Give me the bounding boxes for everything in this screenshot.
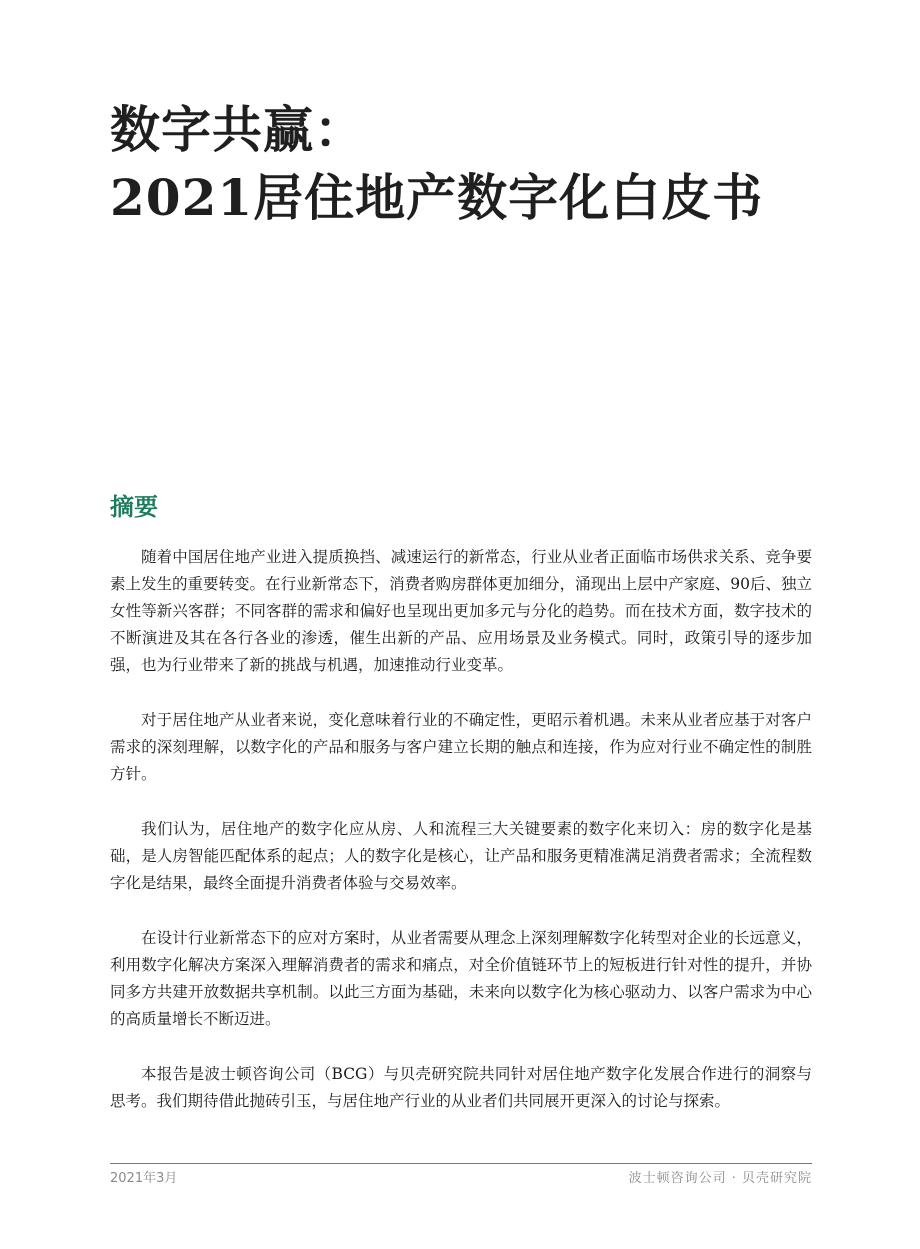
abstract-paragraph-4: 在设计行业新常态下的应对方案时，从业者需要从理念上深刻理解数字化转型对企业的长远意义，利用数字化解决方案深入理解消费者的需求和痛点，对全价值链环节上的短板进行针对性的提升，并协同多方共建开放数据共享机制。以此三方面为基础，未来向以数字化为核心驱动力、以客户需求为中心的高质量增长不断迈进。 <box>110 929 812 1028</box>
abstract-paragraph-3: 我们认为，居住地产的数字化应从房、人和流程三大关键要素的数字化来切入：房的数字化是基础，是人房智能匹配体系的起点；人的数字化是核心，让产品和服务更精准满足消费者需求；全流程数字化是结果，最终全面提升消费者体验与交易效率。 <box>110 820 812 892</box>
report-title-line-1: 数字共赢： <box>110 100 365 159</box>
footer-divider <box>110 1163 812 1164</box>
abstract-section <box>110 490 812 1143</box>
report-title-line-2: 2021居住地产数字化白皮书 <box>110 168 764 227</box>
page-footer <box>110 1169 812 1189</box>
abstract-paragraph-5: 本报告是波士顿咨询公司（BCG）与贝壳研究院共同针对居住地产数字化发展合作进行的洞察与思考。我们期待借此抛砖引玉，与居住地产行业的从业者们共同展开更深入的讨论与探索。 <box>110 1065 812 1110</box>
abstract-paragraph-2: 对于居住地产从业者来说，变化意味着行业的不确定性，更昭示着机遇。未来从业者应基于对客户需求的深刻理解，以数字化的产品和服务与客户建立长期的触点和连接，作为应对行业不确定性的制胜方针。 <box>110 711 812 783</box>
footer-organizations: 波士顿咨询公司 · 贝壳研究院 <box>628 1171 812 1186</box>
footer-date: 2021年3月 <box>110 1171 178 1186</box>
abstract-heading: 摘要 <box>110 492 158 521</box>
report-title <box>110 96 830 232</box>
abstract-paragraph-1: 随着中国居住地产业进入提质换挡、减速运行的新常态，行业从业者正面临市场供求关系、竞争要素上发生的重要转变。在行业新常态下，消费者购房群体更加细分，涌现出上层中产家庭、90后、独立女性等新兴客群；不同客群的需求和偏好也呈现出更加多元与分化的趋势。而在技术方面，数字技术的不断演进及其在各行各业的渗透，催生出新的产品、应用场景及业务模式。同时，政策引导的逐步加强，也为行业带来了新的挑战与机遇，加速推动行业变革。 <box>110 548 812 674</box>
